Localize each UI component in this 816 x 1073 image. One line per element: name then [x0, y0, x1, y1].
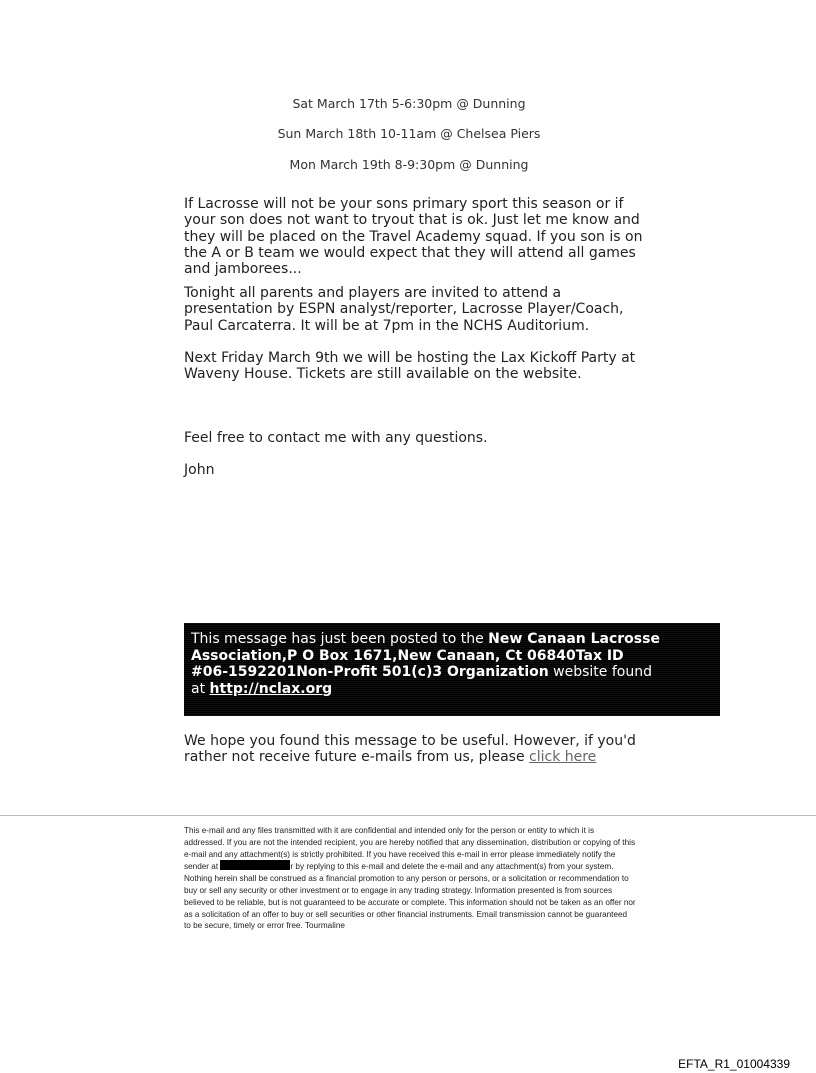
paragraph-contact: Feel free to contact me with any questions.	[184, 430, 488, 446]
legal-disclaimer	[184, 825, 636, 932]
schedule-line-3: Mon March 19th 8-9:30pm @ Dunning	[289, 157, 529, 172]
paragraph-tryout: If Lacrosse will not be your sons primary sport this season or if your son does not want to tryout that is ok. Just let me know and they will be placed on the Travel Academy squad. If you son is on the A or B team we would expect that they will attend all games and jamborees...	[184, 196, 643, 278]
disclaimer-part-1: This e-mail and any files transmitted with it are confidential and intended only for the person or entity to which it is addressed. If you are not the intended recipient, you are hereby notified that any dissemination, distribution or copying of this e-mail and any attachment(s) is strictly prohibited. If you have received this e-mail in error please immediately notify the sender at	[184, 826, 636, 872]
posting-banner	[184, 623, 720, 716]
schedule-line-1: Sat March 17th 5-6:30pm @ Dunning	[292, 96, 526, 111]
disclaimer-part-2: r by replying to this e-mail and delete the e-mail and any attachment(s) from your system. Nothing herein shall be construed as a financial promotion to any person or persons, or a solicitation or recommendation to buy or sell any security or other investment or to engage in any trading strategy. Information presented is from sources believed to be reliable, but is not guaranteed to be accurate or complete. This information should not be taken as an offer nor as a solicitation of an offer to buy or sell securities or other financial instruments. Email transmission cannot be guaranteed to be secure, timely or error free. Tourmaline	[184, 862, 636, 931]
schedule-line-2: Sun March 18th 10-11am @ Chelsea Piers	[277, 126, 541, 141]
redaction-block	[220, 860, 290, 870]
divider	[0, 815, 816, 816]
unsubscribe-link[interactable]: click here	[529, 749, 597, 766]
unsubscribe-message: We hope you found this message to be useful. However, if you'd rather not receive future e-mails from us, please	[184, 733, 636, 766]
paragraph-kickoff-party: Next Friday March 9th we will be hosting the Lax Kickoff Party at Waveny House. Tickets are still available on the website.	[184, 350, 636, 383]
banner-prefix: This message has just been posted to the	[191, 631, 489, 647]
unsubscribe-text	[184, 733, 654, 766]
website-link[interactable]: http://nclax.org	[209, 680, 333, 697]
paragraph-presentation: Tonight all parents and players are invited to attend a presentation by ESPN analyst/reporter, Lacrosse Player/Coach, Paul Carcaterra. It will be at 7pm in the NCHS Auditorium.	[184, 285, 624, 334]
document-id: EFTA_R1_01004339	[678, 1057, 790, 1071]
banner-org-name: New Canaan Lacrosse Association,P O Box 1671,New Canaan, Ct 06840Tax ID #06-1592201Non-Profit 501(c)3 Organization	[191, 631, 660, 680]
signature: John	[184, 462, 215, 478]
banner-text	[191, 631, 661, 697]
banner-middle: website found at	[191, 664, 652, 697]
